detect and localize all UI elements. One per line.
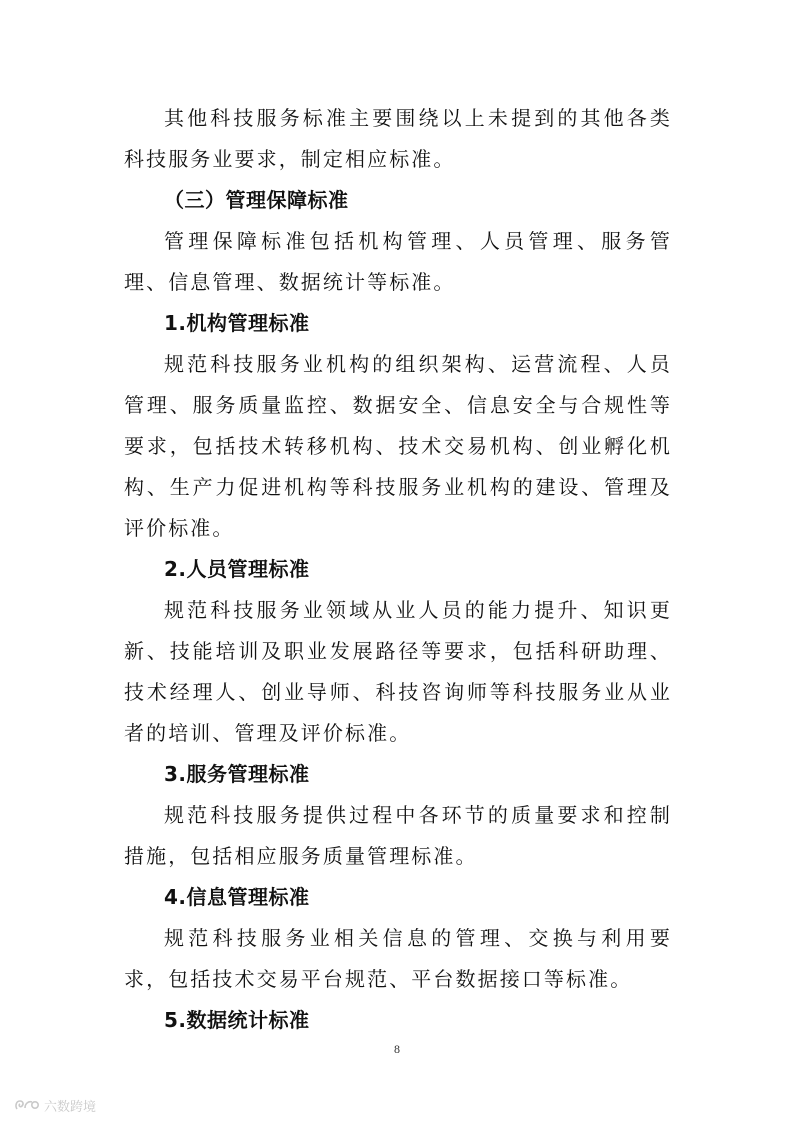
subheading-service-management: 3.服务管理标准 xyxy=(164,762,310,786)
paragraph-information-management: 规范科技服务业相关信息的管理、交换与利用要求，包括技术交易平台规范、平台数据接口等标准。 xyxy=(124,926,672,991)
page-number: 8 xyxy=(394,1042,400,1056)
paragraph-institution-management: 规范科技服务业机构的组织架构、运营流程、人员管理、服务质量监控、数据安全、信息安全与合规性等要求，包括技术转移机构、技术交易机构、创业孵化机构、生产力促进机构等科技服务业机构的建设、管理及评价标准。 xyxy=(124,352,672,540)
subheading-data-statistics: 5.数据统计标准 xyxy=(164,1008,310,1032)
document-body xyxy=(124,98,672,1041)
section-heading-management-standards: （三）管理保障标准 xyxy=(164,188,349,212)
subheading-information-management: 4.信息管理标准 xyxy=(164,885,310,909)
subheading-personnel-management: 2.人员管理标准 xyxy=(164,557,310,581)
watermark-text: 六数跨境 xyxy=(44,1099,97,1115)
subheading-institution-management: 1.机构管理标准 xyxy=(164,311,310,335)
paragraph-management-overview: 管理保障标准包括机构管理、人员管理、服务管理、信息管理、数据统计等标准。 xyxy=(124,229,672,294)
paragraph-personnel-management: 规范科技服务业领域从业人员的能力提升、知识更新、技能培训及职业发展路径等要求，包括科研助理、技术经理人、创业导师、科技咨询师等科技服务业从业者的培训、管理及评价标准。 xyxy=(124,598,672,745)
paragraph-service-management: 规范科技服务提供过程中各环节的质量要求和控制措施，包括相应服务质量管理标准。 xyxy=(124,803,672,868)
paragraph-other-services: 其他科技服务标准主要围绕以上未提到的其他各类科技服务业要求，制定相应标准。 xyxy=(124,106,672,171)
brand-logo-icon xyxy=(14,1097,40,1113)
watermark xyxy=(14,1095,96,1115)
